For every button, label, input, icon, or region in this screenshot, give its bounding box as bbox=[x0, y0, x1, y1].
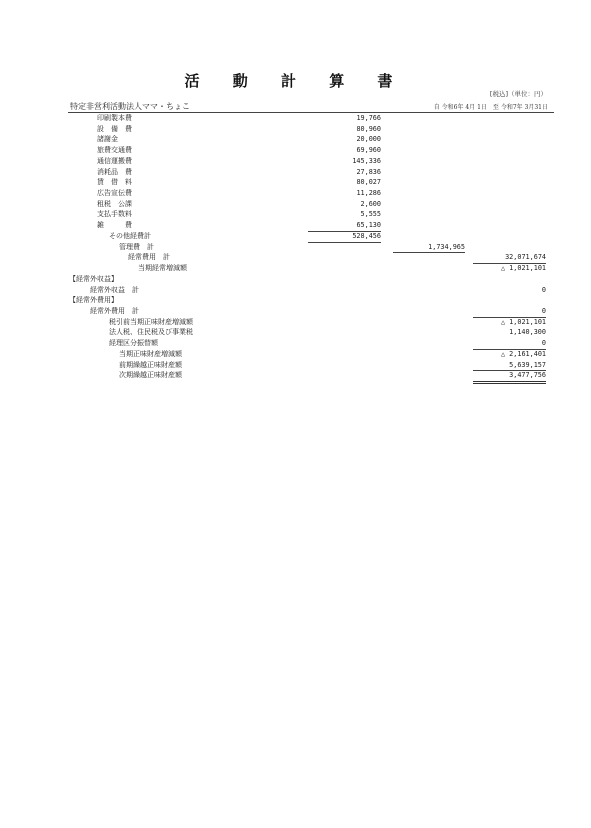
row-label: 当期経常増減額 bbox=[138, 264, 187, 273]
amount-col3: 1,140,300 bbox=[509, 328, 546, 337]
amount-col3: 5,639,157 bbox=[473, 360, 546, 372]
row-label: 【経常外費用】 bbox=[69, 296, 118, 305]
row-label: その他経費計 bbox=[109, 231, 151, 240]
row-label: 賃 借 料 bbox=[97, 178, 132, 187]
row-label: 経理区分振替額 bbox=[109, 339, 158, 348]
row-label: 経常外収益 計 bbox=[90, 285, 139, 294]
statement-row bbox=[0, 124, 591, 135]
row-label: 管理費 計 bbox=[119, 242, 154, 251]
statement-row bbox=[0, 134, 591, 145]
section-heading bbox=[0, 295, 591, 306]
statement-row bbox=[0, 327, 591, 338]
row-label: 当期正味財産増減額 bbox=[119, 349, 182, 358]
document-title: 活 動 計 算 書 bbox=[184, 72, 407, 90]
statement-row bbox=[0, 220, 591, 231]
statement-row bbox=[0, 188, 591, 199]
amount-col3: 0 bbox=[473, 306, 546, 318]
amount-col3: △ 2,161,401 bbox=[500, 349, 546, 358]
amount-col1: 80,027 bbox=[356, 178, 381, 187]
row-label: 旅費交通費 bbox=[97, 146, 132, 155]
row-label: 諸謝金 bbox=[97, 135, 118, 144]
row-label: 前期繰越正味財産額 bbox=[119, 360, 182, 369]
amount-col3: 32,071,674 bbox=[473, 252, 546, 264]
amount-col1: 20,000 bbox=[356, 135, 381, 144]
amount-col1: 528,456 bbox=[308, 231, 381, 243]
amount-col1: 5,555 bbox=[360, 210, 381, 219]
row-label: 設 備 費 bbox=[97, 124, 132, 133]
amount-col3: △ 1,021,101 bbox=[500, 317, 546, 326]
statement-row bbox=[0, 199, 591, 210]
statement-row bbox=[0, 145, 591, 156]
amount-col1: 69,960 bbox=[356, 146, 381, 155]
section-heading bbox=[0, 274, 591, 285]
row-label: 雑 費 bbox=[97, 221, 132, 230]
row-label: 広告宣伝費 bbox=[97, 189, 132, 198]
statement-row bbox=[0, 156, 591, 167]
amount-col1: 27,836 bbox=[356, 167, 381, 176]
statement-row bbox=[0, 113, 591, 124]
row-label: 印刷製本費 bbox=[97, 114, 132, 122]
row-label: 経常費用 計 bbox=[128, 253, 170, 262]
statement-row bbox=[0, 242, 591, 253]
amount-col3: △ 1,021,101 bbox=[500, 264, 546, 273]
statement-row bbox=[0, 167, 591, 178]
amount-col1: 11,286 bbox=[356, 189, 381, 198]
row-label: 通信運搬費 bbox=[97, 156, 132, 165]
statement-row bbox=[0, 209, 591, 220]
row-label: 経常外費用 計 bbox=[90, 306, 139, 315]
statement-row bbox=[0, 349, 591, 360]
row-label: 次期繰越正味財産額 bbox=[119, 371, 182, 380]
statement-row bbox=[0, 252, 591, 263]
amount-col3: 0 bbox=[473, 338, 546, 350]
statement-row bbox=[0, 263, 591, 274]
row-label: 【経常外収益】 bbox=[69, 274, 118, 283]
statement-row bbox=[0, 231, 591, 242]
statement-row bbox=[0, 306, 591, 317]
amount-col1: 80,960 bbox=[356, 124, 381, 133]
amount-col1: 2,600 bbox=[360, 199, 381, 208]
statement-row bbox=[0, 177, 591, 188]
row-label: 法人税、住民税及び事業税 bbox=[109, 328, 193, 337]
amount-col3: 0 bbox=[541, 285, 546, 294]
statement-row bbox=[0, 285, 591, 296]
fiscal-period: 自 令和6年 4月 1日 至 令和7年 3月31日 bbox=[433, 104, 548, 111]
amount-col2: 1,734,965 bbox=[393, 242, 465, 254]
statement-row bbox=[0, 360, 591, 371]
row-label: 租税 公課 bbox=[97, 199, 132, 208]
amount-col3: 3,477,756 bbox=[473, 370, 546, 384]
statement-rows bbox=[0, 113, 591, 381]
amount-col1: 65,130 bbox=[308, 220, 381, 232]
row-label: 消耗品 費 bbox=[97, 167, 132, 176]
amount-col1: 19,766 bbox=[356, 114, 381, 122]
amount-col1: 145,336 bbox=[352, 156, 381, 165]
row-label: 支払手数料 bbox=[97, 210, 132, 219]
statement-row bbox=[0, 370, 591, 381]
tax-unit-note: [税込]（単位：円） bbox=[489, 90, 547, 98]
organization-name: 特定非営利活動法人ママ・ちょこ bbox=[70, 102, 190, 111]
statement-row bbox=[0, 317, 591, 328]
row-label: 税引前当期正味財産増減額 bbox=[109, 317, 193, 326]
statement-row bbox=[0, 338, 591, 349]
